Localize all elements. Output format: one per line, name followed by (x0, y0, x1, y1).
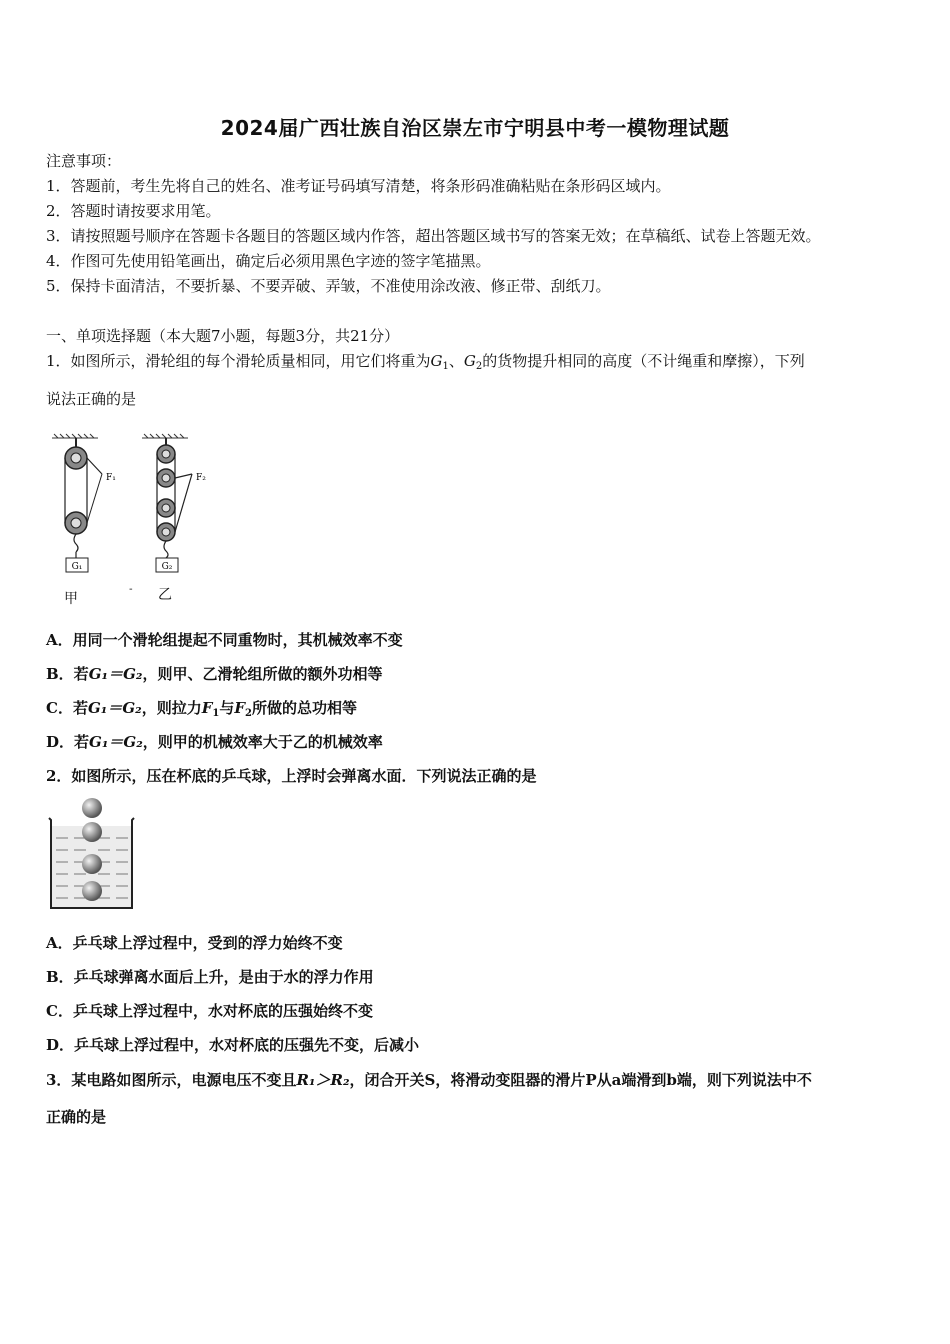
notice-item: 3．请按照题号顺序在答题卡各题目的答题区域内作答，超出答题区域书写的答案无效；在草稿纸、试卷上答题无效。 (46, 227, 821, 245)
force-label-f1: F₁ (106, 473, 116, 483)
weight-label-g2: G₂ (161, 562, 173, 572)
q3-stem-part: 3．某电路如图所示，电源电压不变且 (46, 1071, 297, 1089)
pulley-figure (46, 428, 236, 608)
q1-option-a: A．用同一个滑轮组提起不同重物时，其机械效率不变 (46, 631, 403, 649)
symbol-f1: F (201, 699, 213, 717)
option-text: D．若 (46, 733, 90, 751)
resistor-relation: R₁＞R₂ (296, 1071, 350, 1089)
q2-option-a: A．乒乓球上浮过程中，受到的浮力始终不变 (46, 934, 343, 952)
equation: G₁＝G₂ (89, 733, 143, 751)
option-text: 所做的总功相等 (252, 699, 358, 717)
notice-item: 1．答题前，考生先将自己的姓名、准考证号码填写清楚，将条形码准确粘贴在条形码区域内。 (46, 177, 671, 195)
option-text: B．若 (46, 665, 89, 683)
symbol-f2: F (234, 699, 246, 717)
question-3-stem-cont: 正确的是 (46, 1108, 107, 1126)
q1-stem-part: 1．如图所示，滑轮组的每个滑轮质量相同，用它们将重为 (46, 352, 431, 370)
figure-caption-yi: 乙 (158, 587, 172, 603)
beaker-figure (46, 796, 138, 912)
symbol-g2: G (463, 352, 476, 370)
question-1-stem-cont: 说法正确的是 (46, 390, 137, 408)
option-text: C．若 (46, 699, 88, 717)
subscript: 2 (245, 708, 252, 719)
q1-option-d (46, 732, 383, 752)
question-2-stem: 2．如图所示，压在杯底的乒乓球，上浮时会弹离水面．下列说法正确的是 (46, 767, 537, 785)
page-title: 2024届广西壮族自治区崇左市宁明县中考一模物理试题 (220, 116, 730, 140)
equation: G₁＝G₂ (87, 699, 142, 717)
force-label-f2: F₂ (196, 473, 206, 483)
weight-label-g1: G₁ (71, 562, 83, 572)
q1-option-b (46, 664, 382, 684)
option-text: ，则甲、乙滑轮组所做的额外功相等 (142, 665, 383, 683)
question-3-stem (46, 1070, 812, 1090)
notice-item: 5．保持卡面清洁，不要折暴、不要弄破、弄皱，不准使用涂改液、修正带、刮纸刀。 (46, 277, 611, 295)
q2-option-b: B．乒乓球弹离水面后上升，是由于水的浮力作用 (46, 968, 374, 986)
option-text: ，则甲的机械效率大于乙的机械效率 (142, 733, 383, 751)
notice-item: 2．答题时请按要求用笔。 (46, 202, 221, 220)
q3-stem-part: ，闭合开关S，将滑动变阻器的滑片P从a端滑到b端，则下列说法中不 (349, 1071, 812, 1089)
q2-option-d: D．乒乓球上浮过程中，水对杯底的压强先不变，后减小 (46, 1036, 420, 1054)
figure-caption-dash: - (129, 584, 133, 595)
notice-heading: 注意事项： (46, 152, 122, 170)
question-1-stem (46, 351, 805, 371)
equation: G₁＝G₂ (88, 665, 143, 683)
subscript: 1 (212, 708, 220, 719)
option-text: 与 (219, 699, 235, 717)
notice-item: 4．作图可先使用铅笔画出，确定后必须用黑色字迹的签字笔描黑。 (46, 252, 491, 270)
q2-option-c: C．乒乓球上浮过程中，水对杯底的压强始终不变 (46, 1002, 373, 1020)
option-text: ，则拉力 (141, 699, 202, 717)
section-heading: 一、单项选择题（本大题7小题，每题3分，共21分） (46, 327, 400, 345)
subscript: 1 (442, 361, 449, 372)
separator: 、 (448, 352, 464, 370)
q1-option-c (46, 698, 357, 718)
subscript: 2 (475, 361, 483, 372)
figure-caption-jia: 甲 (64, 591, 78, 607)
symbol-g1: G (430, 352, 443, 370)
q1-stem-part: 的货物提升相同的高度（不计绳重和摩擦），下列 (482, 352, 805, 370)
